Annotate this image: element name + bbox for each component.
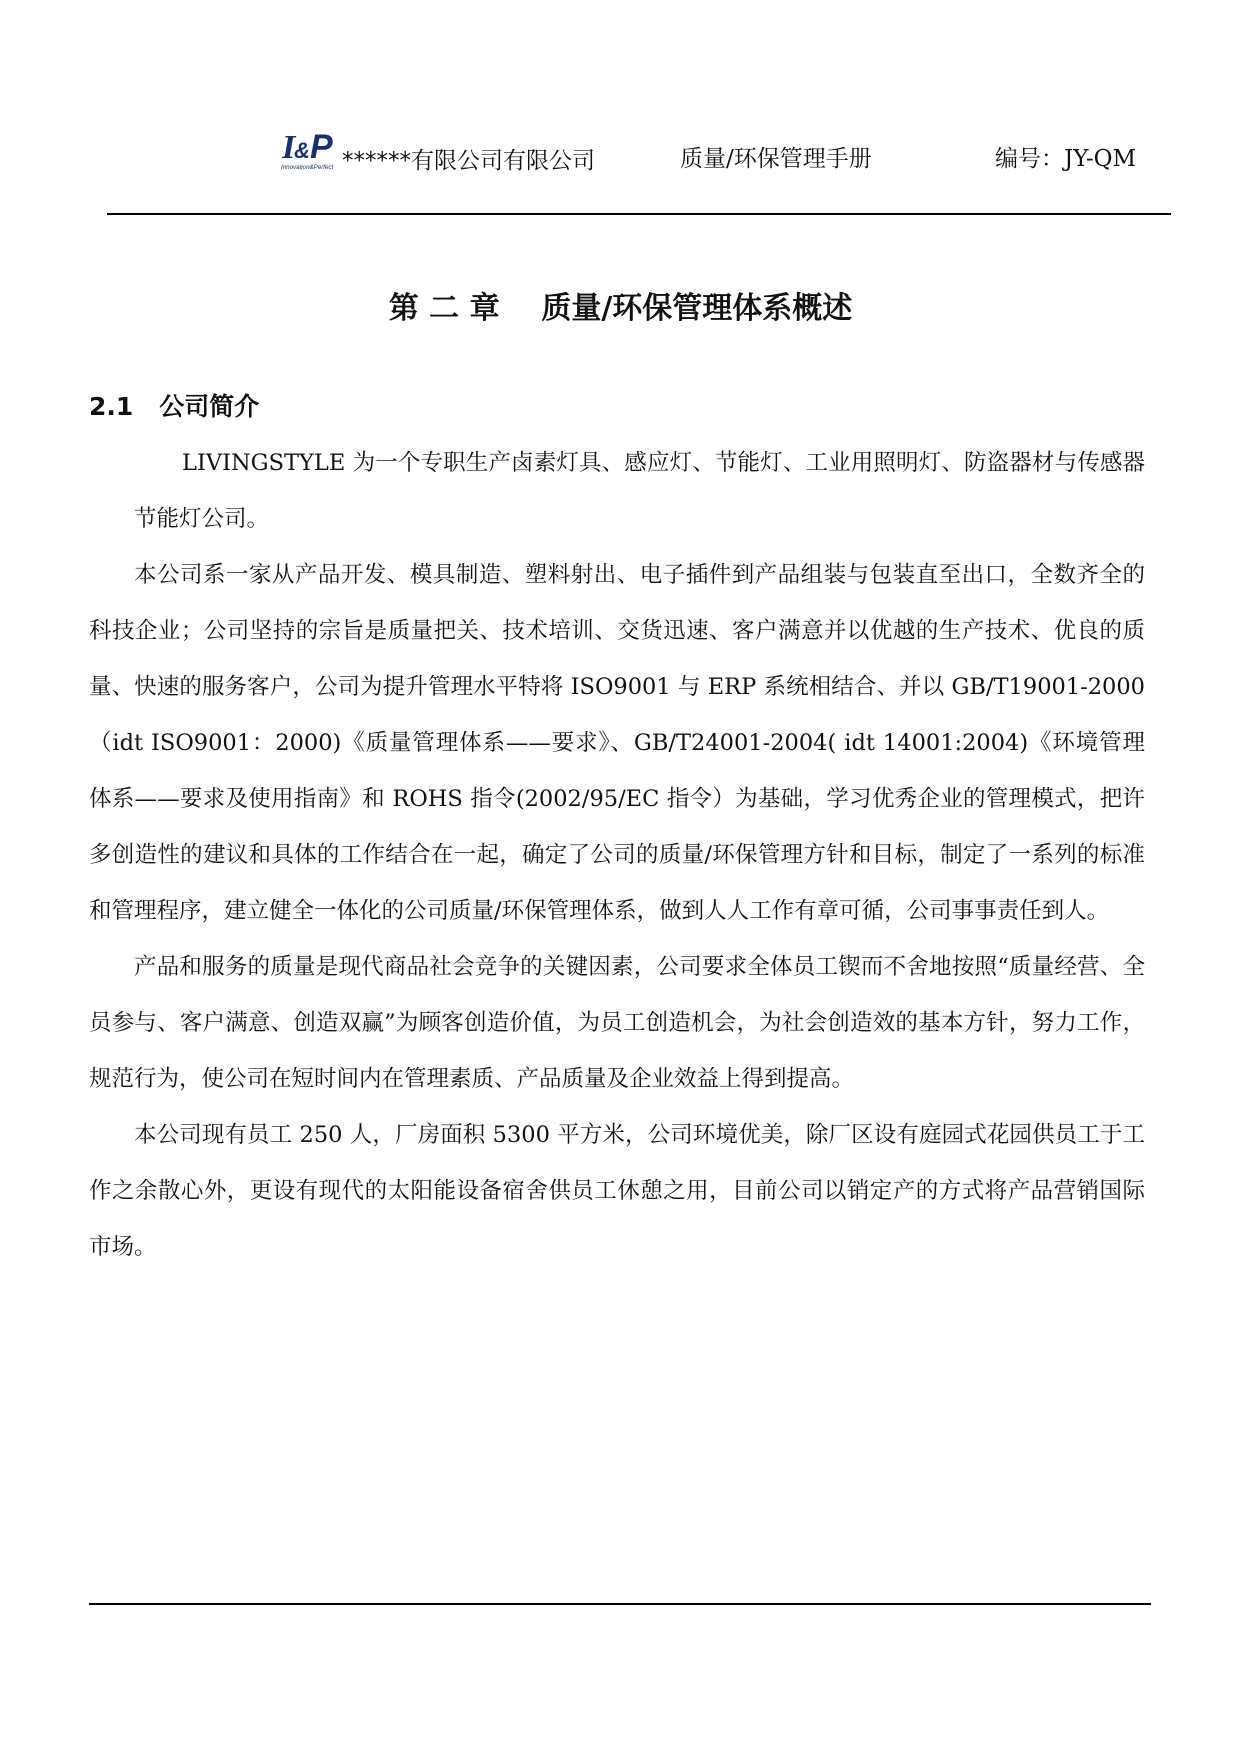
paragraph-intro: LIVINGSTYLE 为一个专职生产卤素灯具、感应灯、节能灯、工业用照明灯、防盗器材与传感器节能灯公司。 bbox=[134, 450, 1145, 532]
page-header bbox=[0, 128, 1241, 178]
manual-title: 质量/环保管理手册 bbox=[680, 146, 872, 172]
svg-text:P: P bbox=[310, 128, 333, 166]
svg-text:&: & bbox=[294, 138, 310, 163]
body-text bbox=[89, 435, 1145, 1275]
paragraph-facilities: 本公司现有员工 250 人，厂房面积 5300 平方米，公司环境优美，除厂区设有庭园式花园供员工于工作之余散心外，更设有现代的太阳能设备宿舍供员工休憩之用，目前公司以销定产的方式将产品营销国际市场。 bbox=[89, 1122, 1145, 1260]
company-name: ******有限公司有限公司 bbox=[342, 148, 595, 174]
svg-text:Innovation&Perfect: Innovation&Perfect bbox=[281, 164, 334, 171]
svg-text:I: I bbox=[282, 129, 296, 166]
paragraph-quality-policy: 产品和服务的质量是现代商品社会竞争的关键因素，公司要求全体员工锲而不舍地按照“质量经营、全员参与、客户满意、创造双赢”为顾客创造价值，为员工创造机会，为社会创造效的基本方针，努力工作，规范行为，使公司在短时间内在管理素质、产品质量及企业效益上得到提高。 bbox=[89, 954, 1145, 1092]
chapter-title: 第 二 章 质量/环保管理体系概述 bbox=[388, 291, 853, 326]
document-number: 编号：JY-QM bbox=[995, 146, 1137, 172]
section-heading bbox=[89, 387, 259, 423]
paragraph-company-profile: 本公司系一家从产品开发、模具制造、塑料射出、电子插件到产品组装与包装直至出口，全数齐全的科技企业；公司坚持的宗旨是质量把关、技术培训、交货迅速、客户满意并以优越的生产技术、优良的质量、快速的服务客户，公司为提升管理水平特将 ISO9001 与 ERP 系统相结合、并以 GB/T19001-2000（idt ISO9001：2000)《质量管理体系——要求》、GB/T24001-2004( idt 14001:2004)《环境管理体系——要求及使用指南》和 ROHS 指令(2002/95/EC 指令）为基础，学习优秀企业的管理模式，把许多创造性的建议和具体的工作结合在一起，确定了公司的质量/环保管理方针和目标，制定了一系列的标准和管理程序，建立健全一体化的公司质量/环保管理体系，做到人人工作有章可循，公司事事责任到人。 bbox=[89, 562, 1145, 924]
section-title: 公司简介 bbox=[159, 392, 260, 421]
footer-divider bbox=[89, 1603, 1151, 1605]
company-logo bbox=[280, 128, 342, 174]
header-divider bbox=[107, 213, 1171, 215]
section-number: 2.1 bbox=[89, 392, 134, 421]
